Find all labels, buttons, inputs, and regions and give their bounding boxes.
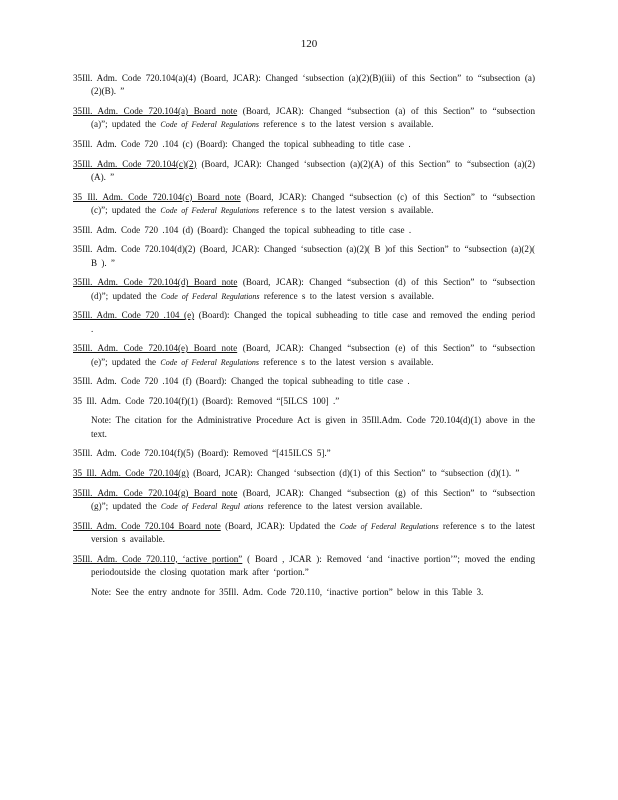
amendment-list [73, 72, 535, 605]
citation: 35Ill. Adm. Code 720 .104 (c) [73, 139, 193, 149]
list-item [73, 191, 535, 218]
cfr-title: Code of Federal Regulations [339, 521, 439, 531]
list-item [73, 395, 535, 408]
list-item [73, 243, 535, 270]
citation: 35Ill. Adm. Code 720 .104 (f) [73, 376, 192, 387]
list-item [73, 138, 535, 151]
entry-text: (Board): Changed the topical subheading to title case . [191, 376, 410, 387]
entry-text: ( Board , JCAR ): Removed ‘and ‘inactive portion’”; moved the ending periodoutside the closing quotation mark after ‘portion.” [91, 553, 535, 577]
entry-text: (Board, JCAR): Changed ‘subsection (a)(2)(A) of this Section” to “subsection (a)(2)(A). ” [91, 158, 535, 182]
page-number: 120 [300, 38, 318, 50]
citation: 35Ill. Adm. Code 720.104(c)(2) [73, 158, 197, 169]
cfr-title: Code of Federal Regulations [160, 120, 260, 130]
entry-text: (Board, JCAR): Updated the [220, 520, 340, 531]
citation: 35 Ill. Adm. Code 720.104(c) Board note [73, 191, 241, 202]
list-item [73, 276, 535, 303]
citation: 35Ill. Adm. Code 720.104(d)(2) [73, 244, 196, 255]
citation: 35Ill. Adm. Code 720.104(a) Board note [73, 106, 238, 116]
entry-tail: reference s to the latest version s available. [259, 205, 434, 215]
citation: 35Ill. Adm. Code 720.104(e) Board note [73, 343, 238, 354]
entry-text: (Board, JCAR): Changed ‘subsection (a)(2)(B)(iii) of this Section” to “subsection (a)(2)(B). ” [91, 73, 535, 97]
citation: 35 Ill. Adm. Code 720.104(g) [73, 467, 189, 478]
entry-text: (Board, JCAR): Changed “subsection (d) of this Section” to “subsection (d)”; updated the [91, 277, 535, 301]
list-item [73, 105, 535, 132]
entry-text: (Board): Changed the topical subheading to title case . [192, 139, 411, 149]
entry-text: (Board, JCAR): Changed “subsection (e) of this Section” to “subsection (e)”; updated the [91, 343, 535, 367]
list-item [73, 447, 535, 460]
list-item [73, 520, 535, 547]
entry-text: (Board, JCAR): Changed “subsection (c) of this Section” to “subsection (c)”; updated the [91, 191, 535, 215]
list-item [73, 224, 535, 237]
entry-text: (Board): Changed the topical subheading to title case . [193, 224, 412, 235]
entry-tail: reference s to the latest version s available. [91, 520, 535, 544]
citation: 35Ill. Adm. Code 720.104(a)(4) [73, 73, 196, 83]
cfr-title: Code of Federal Regul ations [160, 501, 264, 511]
citation: 35Ill. Adm. Code 720.110, ‘active portion” [73, 553, 243, 564]
note: Note: See the entry andnote for 35Ill. Adm. Code 720.110, ‘inactive portion” below in this Table 3. [91, 586, 484, 597]
citation: 35Ill. Adm. Code 720.104 Board note [73, 520, 221, 531]
entry-text: (Board): Changed the topical subheading to title case and removed the ending period . [91, 310, 535, 334]
citation: 35 Ill. Adm. Code 720.104(f)(1) [73, 395, 198, 406]
entry-text: (Board, JCAR): Changed ‘subsection (a)(2)( B )of this Section” to “subsection (a)(2)( B ). ” [91, 244, 535, 268]
cfr-title: Code of Federal Regulations [160, 357, 260, 367]
note: Note: The citation for the Administrative Procedure Act is given in 35Ill.Adm. Code 720.104(d)(1) above in the text. [91, 415, 535, 439]
citation: 35Ill. Adm. Code 720.104(g) Board note [73, 487, 238, 498]
citation: 35Ill. Adm. Code 720.104(d) Board note [73, 277, 238, 288]
entry-tail: reference to the latest version available. [263, 500, 423, 511]
list-item [73, 375, 535, 388]
entry-text: (Board, JCAR): Changed ‘subsection (d)(1) of this Section” to “subsection (d)(1). ” [188, 467, 520, 478]
cfr-title: Code of Federal Regulations [160, 206, 260, 215]
list-item [73, 158, 535, 185]
list-item [73, 309, 535, 336]
citation: 35Ill. Adm. Code 720 .104 (d) [73, 224, 194, 235]
citation: 35Ill. Adm. Code 720 .104 (e) [73, 310, 195, 321]
entry-text: (Board, JCAR): Changed “subsection (a) of this Section” to “subsection (a)”; updated the [91, 106, 535, 130]
list-item [73, 342, 535, 369]
entry-text: (Board): Removed “[5ILCS 100] .” [197, 395, 340, 406]
entry-text: (Board, JCAR): Changed “subsection (g) of this Section” to “subsection (g)”; updated the [91, 487, 535, 511]
list-item [73, 72, 535, 99]
citation: 35Ill. Adm. Code 720.104(f)(5) [73, 448, 194, 459]
list-item [73, 487, 535, 514]
entry-text: (Board): Removed “[415ILCS 5].” [193, 448, 331, 459]
entry-tail: reference s to the latest version s available. [259, 356, 434, 367]
cfr-title: Code of Federal Regulations [160, 291, 260, 301]
list-item [73, 467, 535, 480]
entry-tail: reference s to the latest version s available. [259, 119, 434, 130]
entry-tail: reference s to the latest version s available. [259, 290, 434, 301]
list-item [73, 553, 535, 580]
